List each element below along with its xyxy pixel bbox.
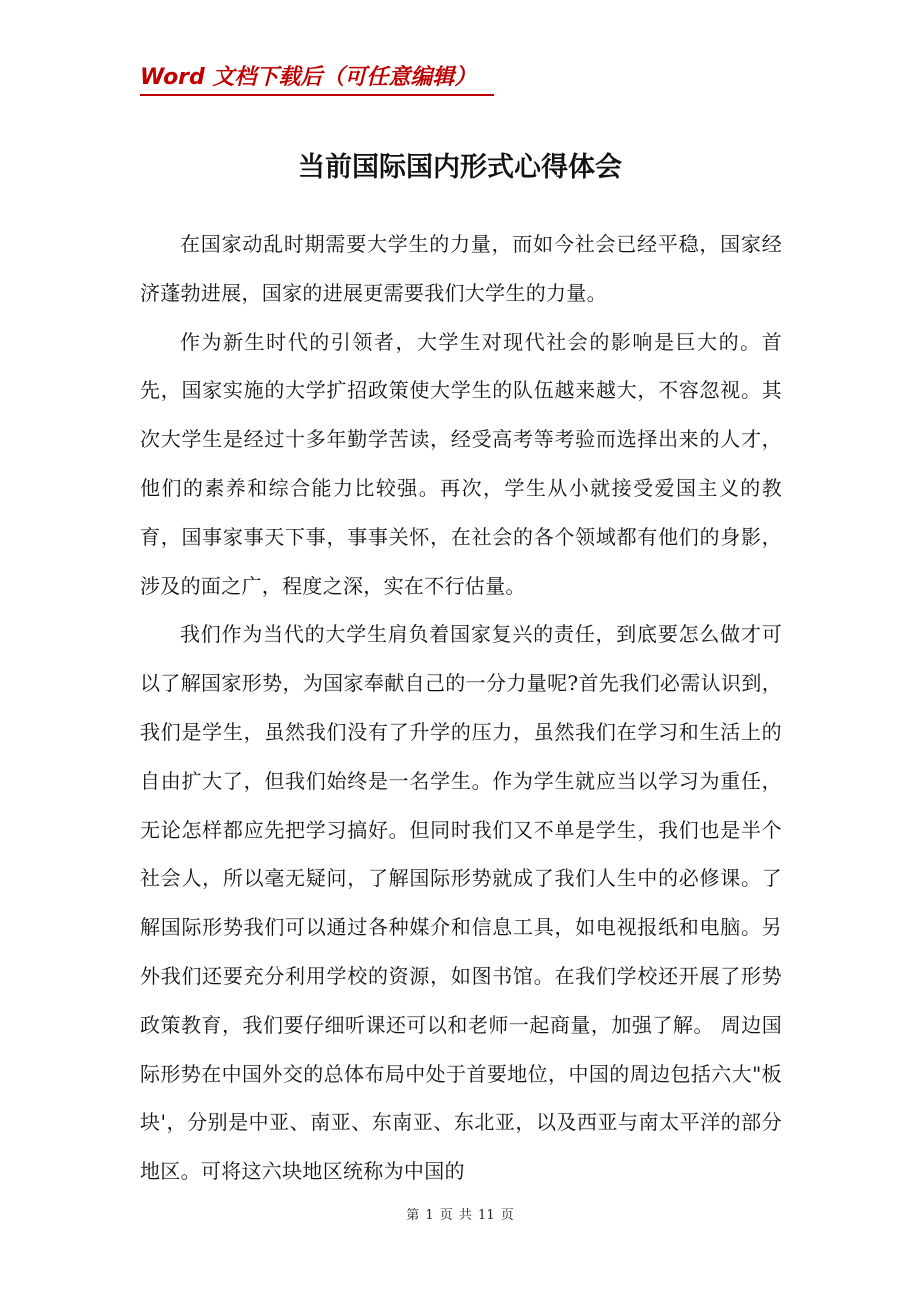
download-banner-text: Word 文档下载后（可任意编辑）	[140, 65, 477, 90]
paragraph: 我们作为当代的大学生肩负着国家复兴的责任，到底要怎么做才可以了解国家形势，为国家奉献自己的一分力量呢?首先我们必需认识到，我们是学生，虽然我们没有了升学的压力，虽然我们在学习和生活上的自由扩大了，但我们始终是一名学生。作为学生就应当以学习为重任，无论怎样都应先把学习搞好。但同时我们又不单是学生，我们也是半个社会人，所以毫无疑问，了解国际形势就成了我们人生中的必修课。了解国际形势我们可以通过各种媒介和信息工具，如电视报纸和电脑。另外我们还要充分利用学校的资源，如图书馆。在我们学校还开展了形势政策教育，我们要仔细听课还可以和老师一起商量，加强了解。 周边国际形势在中国外交的总体布局中处于首要地位，中国的周边包括六大"板块'，分别是中亚、南亚、东南亚、东北亚，以及西亚与南太平洋的部分地区。可将这六块地区统称为中国的	[140, 622, 782, 1184]
page-number-footer: 第 1 页 共 11 页	[406, 1208, 514, 1223]
paragraph: 作为新生时代的引领者，大学生对现代社会的影响是巨大的。首先，国家实施的大学扩招政策使大学生的队伍越来越大，不容忽视。其次大学生是经过十多年勤学苦读，经受高考等考验而选择出来的人才，他们的素养和综合能力比较强。再次，学生从小就接受爱国主义的教育，国事家事天下事，事事关怀，在社会的各个领域都有他们的身影，涉及的面之广，程度之深，实在不行估量。	[140, 329, 782, 598]
download-banner	[140, 62, 494, 96]
document-title: 当前国际国内形式心得体会	[298, 152, 622, 183]
document-body	[140, 220, 782, 1196]
paragraph: 在国家动乱时期需要大学生的力量，而如今社会已经平稳，国家经济蓬勃进展，国家的进展更需要我们大学生的力量。	[140, 232, 782, 305]
